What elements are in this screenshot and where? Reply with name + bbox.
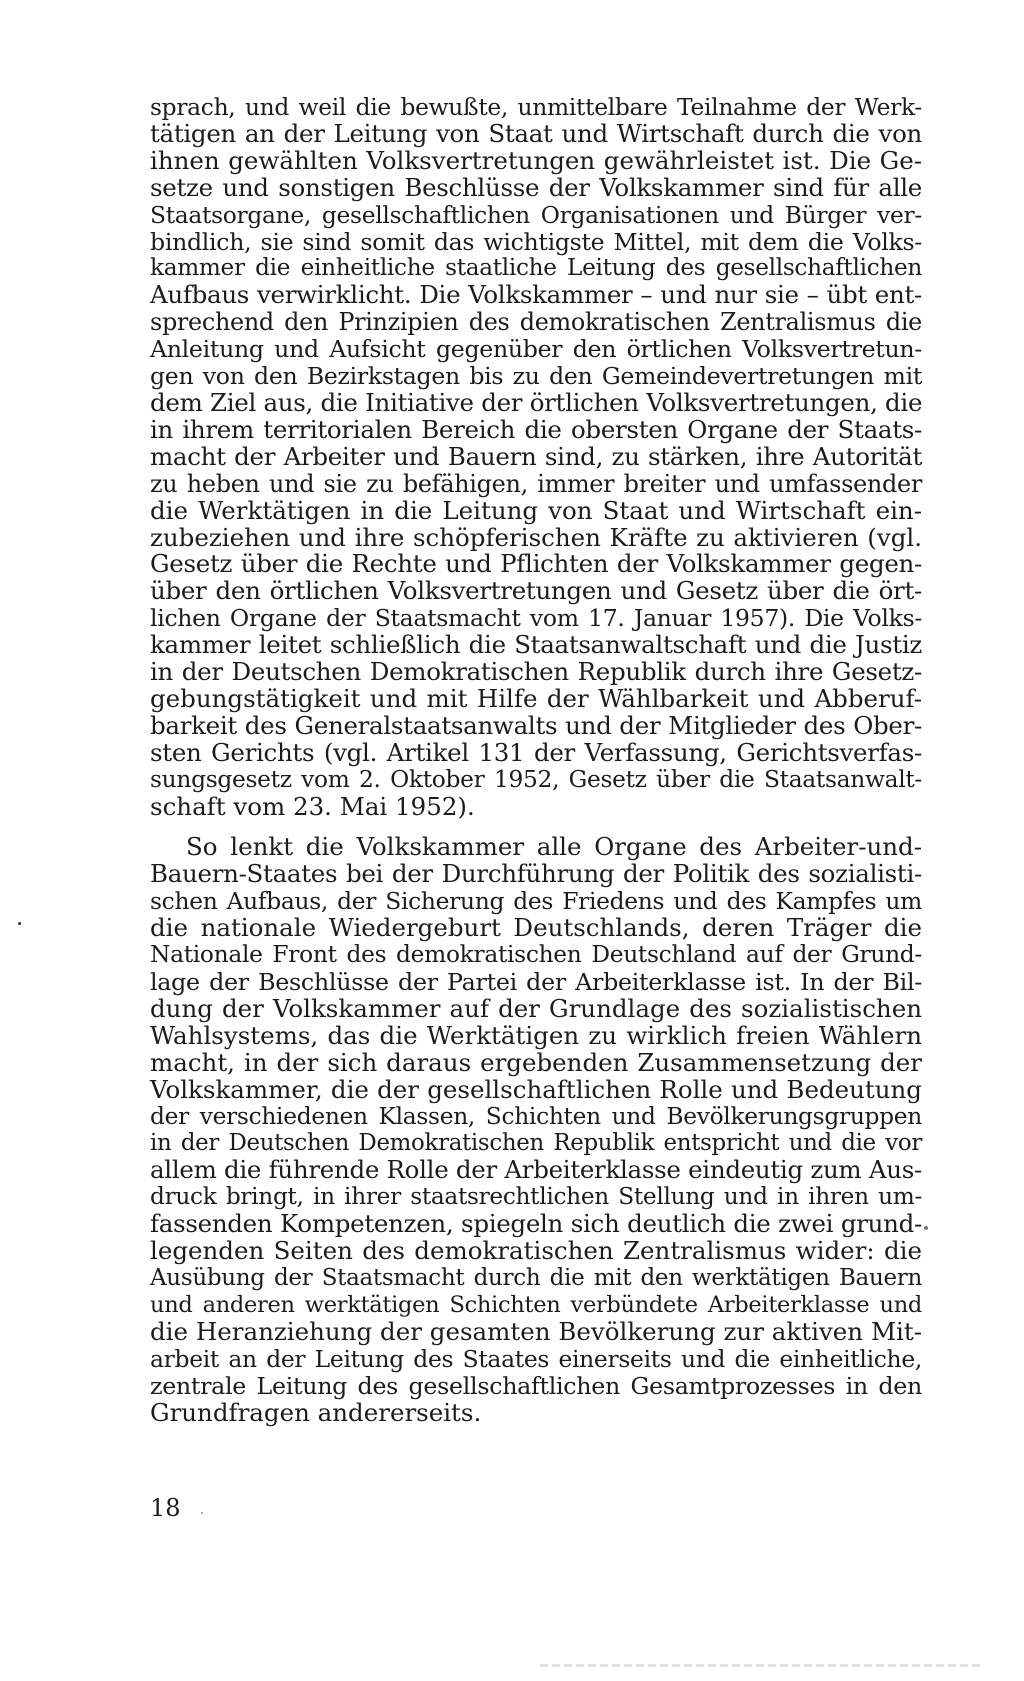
text-line: sprechend den Prinzipien des demokratischen Zentralismus die: [150, 308, 922, 337]
text-line: die Werktätigen in die Leitung von Staat und Wirtschaft ein-: [150, 495, 922, 525]
text-line: und anderen werktätigen Schichten verbündete Arbeiterklasse und: [150, 1291, 922, 1318]
text-line: in ihrem territorialen Bereich die obersten Organe der Staats-: [150, 414, 922, 444]
scan-artifact-line: [540, 1664, 980, 1667]
text-line: die nationale Wiedergeburt Deutschlands, deren Träger die: [150, 913, 922, 943]
page-number: 18: [150, 1494, 181, 1522]
text-line: Gesetz über die Rechte und Pflichten der Volkskammer gegen-: [150, 549, 922, 579]
text-line: druck bringt, in ihrer staatsrechtlichen Stellung und in ihren um-: [150, 1183, 922, 1211]
text-line: sten Gerichts (vgl. Artikel 131 der Verfassung, Gerichtsverfas-: [150, 737, 922, 767]
text-line: schaft vom 23. Mai 1952).: [150, 791, 475, 821]
paragraph-2: [150, 834, 922, 1426]
text-line: gen von den Bezirkstagen bis zu den Gemeindevertretungen mit: [150, 362, 922, 391]
text-line: dung der Volkskammer auf der Grundlage des sozialistischen: [150, 993, 922, 1023]
text-line: ihnen gewählten Volksvertretungen gewährleistet ist. Die Ge-: [150, 145, 922, 175]
text-line: Volkskammer, die der gesellschaftlichen Rolle und Bedeutung: [150, 1074, 922, 1104]
text-line: macht, in der sich daraus ergebenden Zusammensetzung der: [150, 1047, 922, 1077]
text-line: arbeit an der Leitung des Staates einerseits und die einheitliche,: [150, 1344, 922, 1373]
text-line: Grundfragen andererseits.: [150, 1397, 482, 1427]
text-line: kammer die einheitliche staatliche Leitung des gesellschaftlichen: [150, 254, 922, 282]
text-line: dem Ziel aus, die Initiative der örtlichen Volksvertretungen, die: [150, 387, 923, 417]
text-line: schen Aufbaus, der Sicherung des Friedens und des Kampfes um: [150, 887, 922, 916]
text-line: setze und sonstigen Beschlüsse der Volkskammer sind für alle: [150, 172, 922, 202]
paragraph-1: [150, 94, 922, 820]
text-line: fassenden Kompetenzen, spiegeln sich deutlich die zwei grund-: [150, 1209, 922, 1239]
text-line: kammer leitet schließlich die Staatsanwaltschaft und die Justiz: [150, 630, 922, 660]
text-line: zubeziehen und ihre schöpferischen Kräfte zu aktivieren (vgl.: [150, 522, 922, 552]
text-line: legenden Seiten des demokratischen Zentralismus wider: die: [150, 1236, 922, 1266]
print-speck: [201, 1512, 203, 1514]
text-line: bindlich, sie sind somit das wichtigste Mittel, mit dem die Volks-: [150, 227, 922, 256]
text-line: gebungstätigkeit und mit Hilfe der Wählbarkeit und Abberuf-: [150, 683, 922, 713]
text-line: Staatsorgane, gesellschaftlichen Organisationen und Bürger ver-: [150, 200, 922, 229]
text-line: tätigen an der Leitung von Staat und Wirtschaft durch die von: [150, 118, 922, 148]
text-line: allem die führende Rolle der Arbeiterklasse eindeutig zum Aus-: [150, 1155, 922, 1185]
text-line: Anleitung und Aufsicht gegenüber den örtlichen Volksvertretun-: [150, 335, 922, 364]
text-line: Aufbaus verwirklicht. Die Volkskammer – und nur sie – übt ent-: [150, 280, 922, 310]
text-line: Wahlsystems, das die Werktätigen zu wirklich freien Wählern: [150, 1020, 922, 1050]
text-line: sprach, und weil die bewußte, unmittelbare Teilnahme der Werk-: [150, 93, 922, 121]
print-speck: [18, 922, 21, 925]
text-line: So lenkt die Volkskammer alle Organe des Arbeiter-und-: [186, 832, 922, 862]
text-line: in der Deutschen Demokratischen Republik entspricht und die vor: [150, 1130, 922, 1157]
text-line: der verschiedenen Klassen, Schichten und Bevölkerungsgruppen: [150, 1102, 922, 1130]
text-line: die Heranziehung der gesamten Bevölkerung zur aktiven Mit-: [150, 1316, 922, 1346]
text-line: über den örtlichen Volksvertretungen und Gesetz über die ört-: [150, 576, 922, 606]
text-line: lichen Organe der Staatsmacht vom 17. Januar 1957). Die Volks-: [150, 604, 922, 633]
text-line: barkeit des Generalstaatsanwalts und der Mitglieder des Ober-: [150, 710, 922, 740]
text-line: Bauern-Staates bei der Durchführung der Politik des sozialisti-: [150, 859, 922, 889]
text-line: zu heben und sie zu befähigen, immer breiter und umfassender: [150, 469, 922, 498]
text-line: sungsgesetz vom 2. Oktober 1952, Gesetz über die Staatsanwalt-: [150, 765, 922, 793]
text-line: zentrale Leitung des gesellschaftlichen Gesamtprozesses in den: [150, 1371, 922, 1400]
text-line: in der Deutschen Demokratischen Republik durch ihre Gesetz-: [150, 657, 922, 687]
text-line: Nationale Front des demokratischen Deutschland auf der Grund-: [150, 941, 922, 969]
body-text: [150, 94, 922, 1426]
text-line: Ausübung der Staatsmacht durch die mit den werktätigen Bauern: [150, 1264, 922, 1291]
text-line: lage der Beschlüsse der Partei der Arbeiterklasse ist. In der Bil-: [150, 968, 922, 996]
text-line: macht der Arbeiter und Bauern sind, zu stärken, ihre Autorität: [150, 441, 922, 471]
print-speck: [924, 1226, 928, 1230]
